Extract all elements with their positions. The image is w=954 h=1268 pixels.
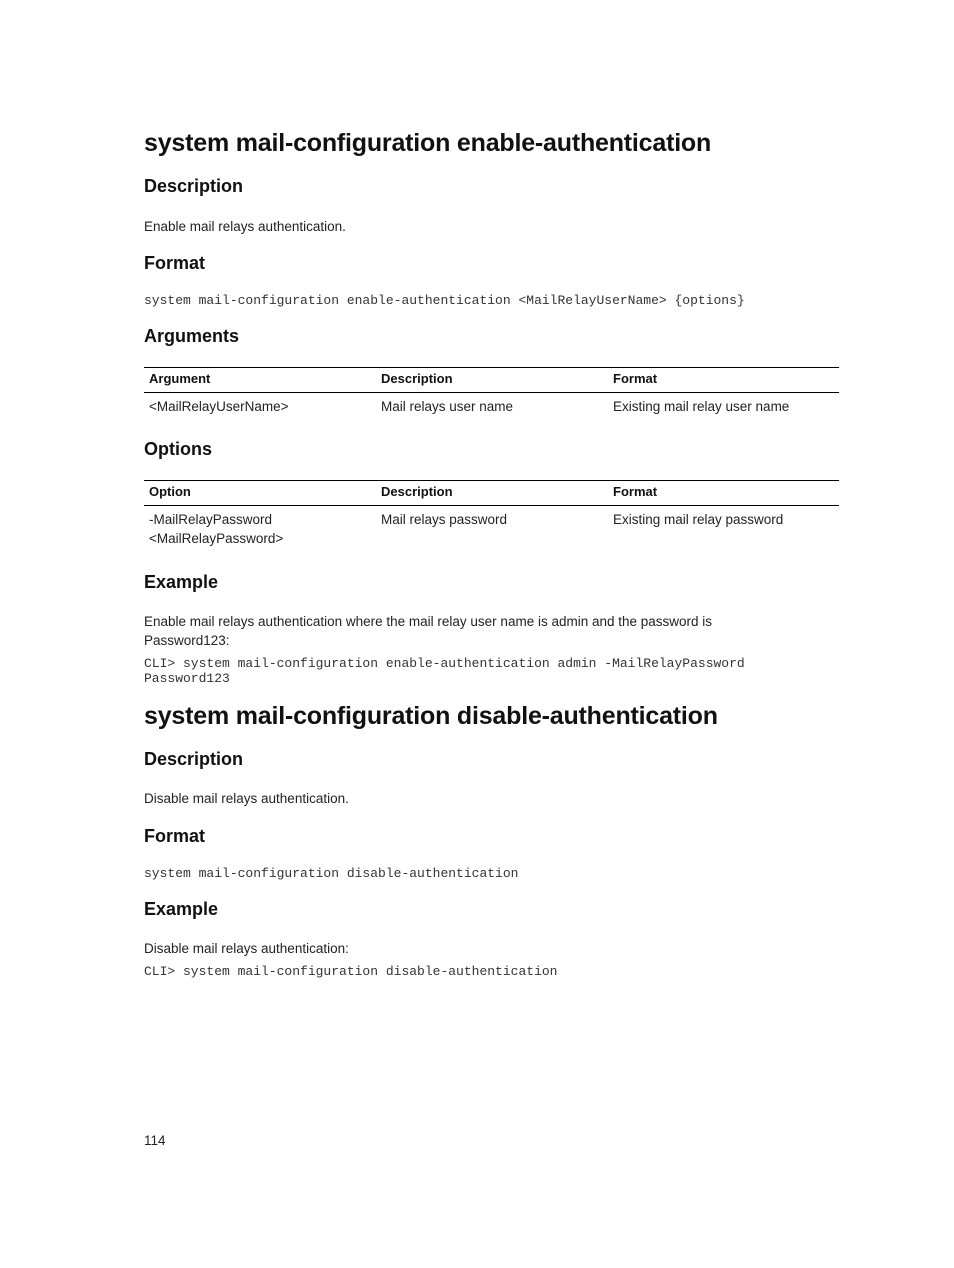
table-header-row xyxy=(144,368,839,393)
table-cell: Mail relays password xyxy=(381,512,508,527)
example-code: CLI> system mail-configuration disable-authentication xyxy=(144,964,558,979)
table-cell: <MailRelayUserName> xyxy=(149,399,289,414)
page-number: 114 xyxy=(144,1133,166,1148)
column-header: Description xyxy=(376,368,608,393)
format-heading: Format xyxy=(144,826,206,846)
column-header: Format xyxy=(608,481,839,506)
column-header: Argument xyxy=(144,368,376,393)
example-heading: Example xyxy=(144,572,219,592)
table-cell: Mail relays user name xyxy=(381,399,514,414)
example-code: CLI> system mail-configuration enable-authentication admin -MailRelayPassword Password123 xyxy=(144,656,745,686)
description-text: Disable mail relays authentication. xyxy=(144,791,349,806)
arguments-heading: Arguments xyxy=(144,326,240,346)
description-text: Enable mail relays authentication. xyxy=(144,219,346,234)
format-code: system mail-configuration disable-authentication xyxy=(144,866,519,881)
table-header-row xyxy=(144,481,839,506)
section-title-enable-authentication: system mail-configuration enable-authentication xyxy=(144,129,712,157)
format-code: system mail-configuration enable-authentication <MailRelayUserName> {options} xyxy=(144,293,745,308)
section-title-disable-authentication: system mail-configuration disable-authentication xyxy=(144,702,718,730)
table-cell: Existing mail relay password xyxy=(613,512,784,527)
table-row xyxy=(144,393,839,417)
example-heading: Example xyxy=(144,899,219,919)
options-table xyxy=(144,480,839,548)
options-heading: Options xyxy=(144,439,212,459)
column-header: Format xyxy=(608,368,839,393)
example-text: Disable mail relays authentication: xyxy=(144,941,349,956)
column-header: Description xyxy=(376,481,608,506)
arguments-table xyxy=(144,367,839,416)
column-header: Option xyxy=(144,481,376,506)
description-heading: Description xyxy=(144,176,244,196)
description-heading: Description xyxy=(144,749,244,769)
example-text: Enable mail relays authentication where the mail relay user name is admin and the password is Password123: xyxy=(144,614,713,648)
table-cell: Existing mail relay user name xyxy=(613,399,790,414)
table-row xyxy=(144,506,839,549)
table-cell: -MailRelayPassword <MailRelayPassword> xyxy=(149,512,284,546)
format-heading: Format xyxy=(144,253,206,273)
